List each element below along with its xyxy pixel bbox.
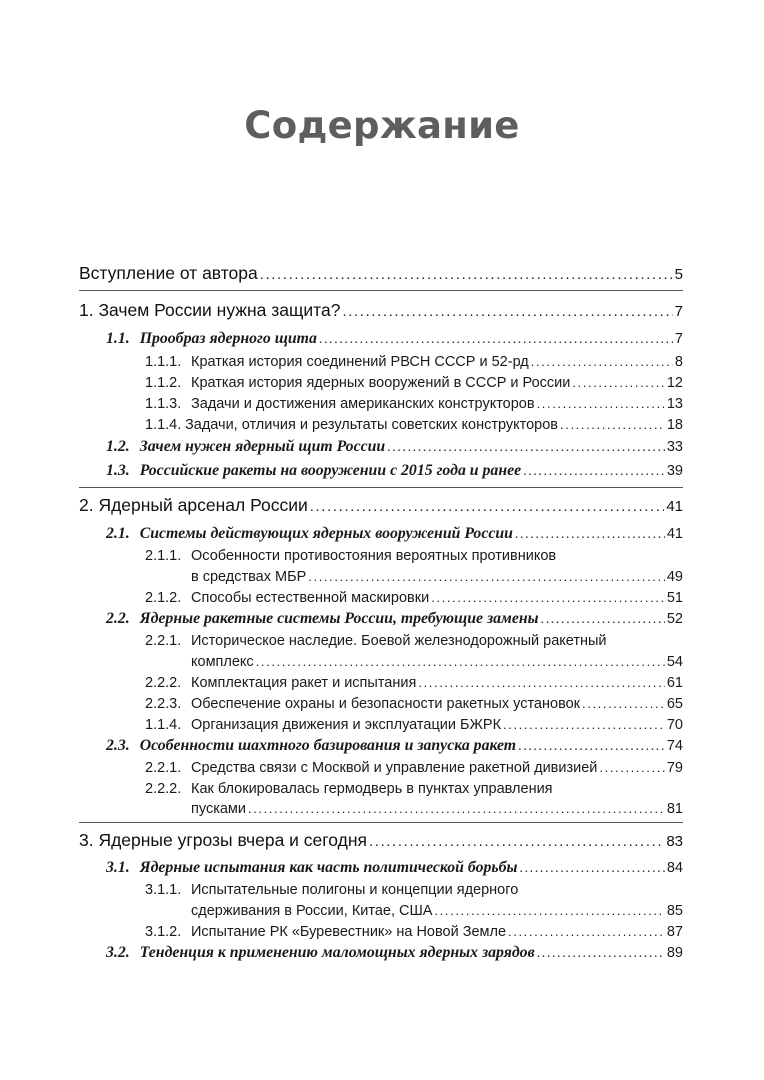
section-divider [79,487,683,488]
toc-page-number: 61 [666,675,683,691]
toc-subsection [145,591,683,606]
leader-dots [519,862,664,876]
toc-page-number: 13 [666,396,683,412]
leader-dots [319,333,673,347]
toc-entry-text: комплекс [191,654,254,670]
toc-entry-text: Особенности противостояния вероятных противников [191,548,557,564]
toc-entry-text: Тенденция к применению маломощных ядерных зарядов [139,944,535,961]
toc-page-number: 49 [666,569,683,585]
toc-entry-number: 3.1.1. [145,882,182,898]
toc-page-number: 18 [666,417,683,433]
toc-page-number: 33 [666,439,683,455]
toc-page-number: 87 [666,924,683,940]
toc-entry-number: 1.1.3. [145,396,182,412]
toc-subsection [145,676,683,691]
toc-page-number: 41 [666,498,683,515]
toc-chapter-2 [79,497,683,515]
toc-section-2-2 [106,611,683,627]
toc-entry-number: 1.1. [106,330,130,347]
toc-section-1-3 [106,463,683,479]
toc-entry-number: 3.2. [106,944,130,961]
toc-entry-intro [79,265,683,283]
page-title: Содержание [244,104,520,147]
leader-dots [260,267,673,282]
toc-entry-text: Обеспечение охраны и безопасности ракетных установок [191,696,581,712]
toc-entry-number: 1.2. [106,438,130,455]
toc-entry-text: Краткая история соединений РВСН СССР и 52-рд [191,354,529,370]
leader-dots [582,697,665,710]
toc-subsection [145,418,683,433]
toc-page-number: 85 [666,903,683,919]
toc-entry-number: 2.2.1. [145,633,182,649]
toc-entry-text: Системы действующих ядерных вооружений России [139,525,513,542]
toc-entry-text: 2. Ядерный арсенал России [79,495,308,515]
leader-dots [248,802,665,815]
toc-subsection [145,718,683,733]
toc-entry-number: 3.1.2. [145,924,182,940]
leader-dots [515,528,665,542]
toc-subsection [145,782,683,797]
leader-dots [418,676,665,689]
toc-entry-text: пусками [191,801,246,817]
leader-dots [310,499,665,514]
leader-dots [537,947,665,961]
section-divider [79,822,683,823]
toc-section-3-1 [106,860,683,876]
toc-subsection [145,697,683,712]
toc-section-1-1 [106,331,683,347]
toc-subsection [145,925,683,940]
toc-subsection [145,355,683,370]
toc-subsection-continuation [191,570,683,585]
toc-subsection [145,549,683,564]
toc-page-number: 7 [674,303,683,320]
toc-entry-text: Комплектация ракет и испытания [191,675,417,691]
toc-entry-text: Вступление от автора [79,263,258,283]
leader-dots [503,718,665,731]
toc-page-number: 7 [674,331,683,347]
toc-entry-number: 2.1.1. [145,548,182,564]
toc-page-number: 79 [666,760,683,776]
toc-page-number: 8 [674,354,683,370]
toc-entry-text: Зачем нужен ядерный щит России [139,438,386,455]
toc-page-number: 39 [666,463,683,479]
toc-subsection [145,376,683,391]
leader-dots [541,613,665,627]
toc-entry-text: Задачи и достижения американских конструкторов [191,396,535,412]
toc-entry-text: Ядерные испытания как часть политической борьбы [139,859,518,876]
section-divider [79,290,683,291]
toc-entry-number: 2.2.1. [145,760,182,776]
toc-entry-text: Организация движения и эксплуатации БЖРК [191,717,502,733]
toc-entry-text: Российские ракеты на вооружении с 2015 года и ранее [139,462,522,479]
toc-entry-number: 3.1. [106,859,130,876]
toc-page-number: 74 [666,738,683,754]
toc-entry-text: Особенности шахтного базирования и запуска ракет [139,737,517,754]
toc-page-number: 84 [666,860,683,876]
toc-page-number: 51 [666,590,683,606]
toc-entry-text: Средства связи с Москвой и управление ракетной дивизией [191,760,598,776]
toc-page-number: 5 [674,266,683,283]
toc-section-1-2 [106,439,683,455]
toc-subsection-continuation [191,802,683,817]
leader-dots [342,304,672,319]
leader-dots [369,834,664,849]
toc-subsection-continuation [191,655,683,670]
toc-entry-number: 2.2.3. [145,696,182,712]
toc-entry-text: Краткая история ядерных вооружений в СССР и России [191,375,571,391]
toc-entry-number: 1.3. [106,462,130,479]
toc-section-2-3 [106,738,683,754]
toc-entry-number: 1.1.4. [145,717,182,733]
toc-page-number: 52 [666,611,683,627]
toc-subsection [145,397,683,412]
toc-entry-text: Прообраз ядерного щита [139,330,317,347]
toc-page-number: 81 [666,801,683,817]
toc-page-number: 54 [666,654,683,670]
leader-dots [387,441,665,455]
toc-entry-number: 1.1.2. [145,375,182,391]
toc-entry-text: Ядерные ракетные системы России, требующие замены [139,610,539,627]
toc-section-2-1 [106,526,683,542]
toc-entry-text: Задачи, отличия и результаты советских конструкторов [185,417,559,433]
leader-dots [256,655,665,668]
leader-dots [560,418,665,431]
toc-entry-number: 2.2.2. [145,781,182,797]
toc-entry-number: 2.1. [106,525,130,542]
leader-dots [572,376,665,389]
leader-dots [599,761,664,774]
toc-entry-text: Испытательные полигоны и концепции ядерного [191,882,519,898]
toc-section-3-2 [106,945,683,961]
toc-page-number: 83 [666,833,683,850]
toc-entry-number: 2.2. [106,610,130,627]
toc-entry-text: в средствах МБР [191,569,307,585]
leader-dots [518,740,665,754]
toc-entry-text: 3. Ядерные угрозы вчера и сегодня [79,830,367,850]
toc-page-number: 12 [666,375,683,391]
leader-dots [431,591,665,604]
toc-entry-number: 2.3. [106,737,130,754]
toc-entry-text: Испытание РК «Буревестник» на Новой Земле [191,924,507,940]
toc-chapter-3 [79,832,683,850]
toc-chapter-1 [79,302,683,320]
toc-entry-text: Историческое наследие. Боевой железнодорожный ракетный [191,633,607,649]
leader-dots [508,925,665,938]
toc-page-number: 41 [666,526,683,542]
leader-dots [531,355,673,368]
toc-entry-number: 1.1.4. [145,417,182,433]
toc-page-number: 65 [666,696,683,712]
leader-dots [537,397,665,410]
toc-subsection-continuation [191,904,683,919]
toc-subsection [145,761,683,776]
toc-entry-text: Как блокировалась гермодверь в пунктах управления [191,781,553,797]
toc-entry-text: Способы естественной маскировки [191,590,430,606]
leader-dots [308,570,665,583]
toc-subsection [145,634,683,649]
toc-entry-number: 1.1.1. [145,354,182,370]
toc-entry-number: 2.1.2. [145,590,182,606]
leader-dots [434,904,664,917]
toc-entry-number: 2.2.2. [145,675,182,691]
toc-page-number: 89 [666,945,683,961]
toc-subsection [145,883,683,898]
toc-entry-text: сдерживания в России, Китае, США [191,903,433,919]
toc-entry-text: 1. Зачем России нужна защита? [79,300,341,320]
toc-page-number: 70 [666,717,683,733]
leader-dots [523,465,665,479]
